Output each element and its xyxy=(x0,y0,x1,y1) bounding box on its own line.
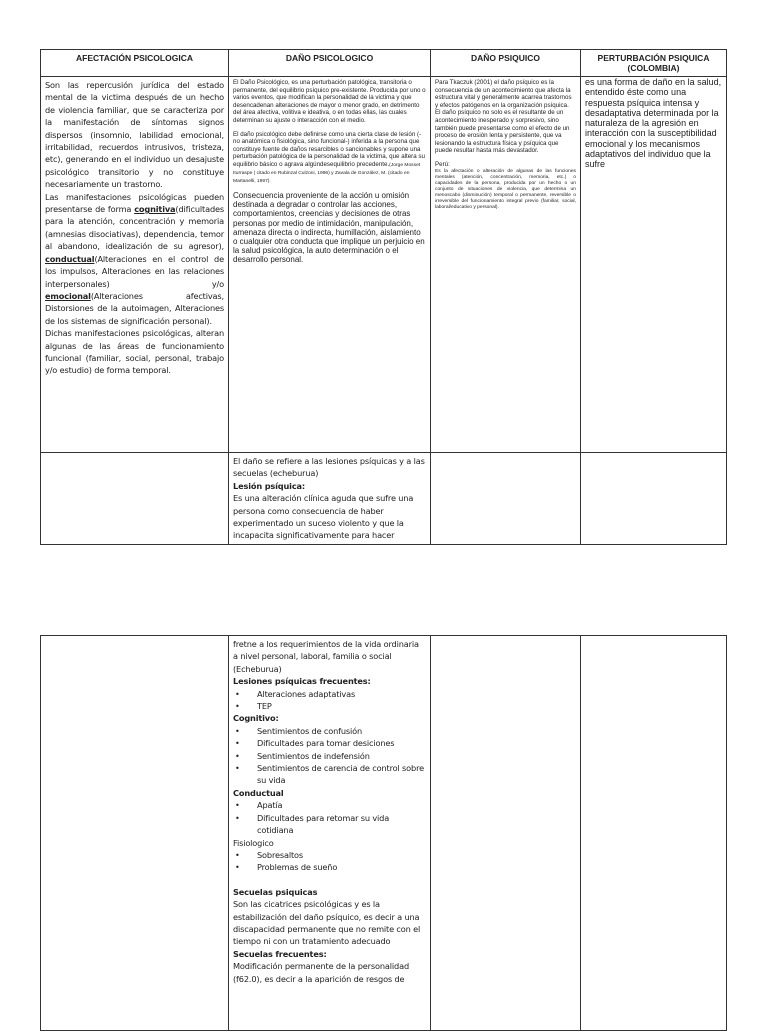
lesiones-label: Lesiones psíquicas frecuentes: xyxy=(233,676,371,687)
list-item: • TEP xyxy=(249,700,426,712)
cognitivo-label: Cognitivo: xyxy=(233,713,279,724)
dano-psicologico-cell xyxy=(229,77,431,453)
afectacion-p2 xyxy=(45,191,224,327)
afectacion-p3: Dichas manifestaciones psicológicas, alteran algunas de las áreas de funcionamiento funcional (familiar, social, personal, trabajo y/o estudio) de forma temporal. xyxy=(45,328,224,376)
continuation-text: fretne a los requerimientos de la vida ordinaria a nivel personal, laboral, familia o social (Echeburua) xyxy=(233,639,419,674)
empty-cell xyxy=(41,453,229,545)
fisiologico-list xyxy=(233,849,426,874)
list-item: • Sentimientos de confusión xyxy=(249,725,426,737)
dano-psiquico-p1: Para Tkaczuk (2001) el daño psíquico es la consecuencia de un acontecimiento que afecta la estructura vital y generalmente acarrea trastornos y efectos patógenos en la organización psíquica. El daño psíquico no solo es el resultante de un acontecimiento inesperado y sorpresivo, sino también puede presentarse como el efecto de un proceso de erosión lenta y persistente, que va lesionando la estructura física y psíquica que puede resultar hasta más devastador. xyxy=(435,79,572,155)
empty-cell xyxy=(431,453,581,545)
text-span: (Alteraciones afectivas, Distorsiones de la autoimagen, Alteraciones de los sistemas de significación personal). xyxy=(45,290,224,326)
dano-psicologico-p2 xyxy=(233,131,426,185)
list-item: • Apatía xyxy=(249,799,426,811)
text-span: (dificultades para la atención, concentración y memoria (amnesias disociativas), dependencia, temor al abandono, idealización de su agresor), xyxy=(45,204,224,252)
cognitiva-term: cognitiva xyxy=(134,204,176,215)
dano-psicologico-p3: Consecuencia proveniente de la acción u omisión destinada a degradar o controlar las acciones, comportamientos, creencias y decisiones de otras personas por medio de intimidación, manipulación, amenaza directa o indirecta, humillación, aislamiento o cualquier otra conducta que implique un perjuicio en la salud psicológica, la auto determinación o el desarrollo personal. xyxy=(233,190,425,265)
header-perturbacion: PERTURBACIÓN PSIQUICA (COLOMBIA) xyxy=(581,50,727,77)
header-row xyxy=(41,50,727,77)
header-dano-psicologico: DAÑO PSICOLOGICO xyxy=(229,50,431,77)
comparison-table xyxy=(40,49,727,545)
header-dano-psiquico: DAÑO PSIQUICO xyxy=(431,50,581,77)
header-afectacion: AFECTACIÓN PSICOLOGICA xyxy=(41,50,229,77)
text-span: El daño psicológico debe definirse como una cierta clase de lesión (-no anatómica o fisiológica, sino funcional-) inferida a la persona que constituye fuente de daños resarcibles o sancionables y supone una perturbación patológica de la personalidad de la victima, que altera su equilibrio básico o agrava algúndesequilibrio precedente. xyxy=(233,130,425,168)
conductual-term: conductual xyxy=(45,253,95,264)
table-row xyxy=(41,636,727,1031)
secuelas-frecuentes-text: Modificación permanente de la personalidad (f62.0), es decir a la aparición de resgos de xyxy=(233,961,409,984)
text-span: (Alteraciones en el control de los impulsos, Alteraciones en las relaciones interpersonales) y/o xyxy=(45,253,224,289)
secuelas-frecuentes-label: Secuelas frecuentes: xyxy=(233,948,327,959)
dano-intro: El daño se refiere a las lesiones psíquicas y a las secuelas (echeburua) xyxy=(233,456,425,479)
secuelas-text: Son las cicatrices psicológicas y es la estabilización del daño psíquico, es decir a una discapacidad permanente que no remite con el tiempo ni con un tratamiento adecuado xyxy=(233,899,421,947)
secuelas-label: Secuelas psiquicas xyxy=(233,886,318,897)
peru-label: Perú: xyxy=(435,160,450,168)
list-item: • Sentimientos de carencia de control sobre su vida xyxy=(249,762,426,787)
list-item: • Alteraciones adaptativas xyxy=(249,688,426,700)
list-item: • Dificultades para tomar desiciones xyxy=(249,737,426,749)
table-row xyxy=(41,453,727,545)
spacer xyxy=(233,874,426,886)
empty-cell xyxy=(581,636,727,1031)
list-item: • Sobresaltos xyxy=(249,849,426,861)
empty-cell xyxy=(41,636,229,1031)
lesion-text: Es una alteración clínica aguda que sufre una persona como consecuencia de haber experimentado un suceso violento y que la incapacita significativamente para hacer xyxy=(233,493,414,541)
dano-psiquico-cell xyxy=(431,77,581,453)
cognitivo-list xyxy=(233,725,426,787)
list-item: • Dificultades para retomar su vida cotidiana xyxy=(249,812,426,837)
afectacion-p1: Son las repercusión jurídica del estado mental de la victima después de un hecho de violencia familiar, que se caracteriza por la manifestación de síntomas signos dispersos (insomnio, labilidad emocional, irritabilidad, recuerdos intrusivos, tristeza, etc), generando en el individuo un desajuste psicológico transitorio y no constituye necesariamente un trastorno. xyxy=(45,80,224,190)
list-item: • Sentimientos de indefensión xyxy=(249,750,426,762)
lesiones-list xyxy=(233,688,426,713)
empty-cell xyxy=(581,453,727,545)
perturbacion-cell: es una forma de daño en la salud, entendido éste como una respuesta psíquica intensa y desadaptativa determinada por la naturaleza de la agresión en interacción con la susceptibilidad emocional y los mecanismos adaptativos del individuo que la sufre xyxy=(581,77,727,453)
dano-psicologico-p1: El Daño Psicológico, es una perturbación patológica, transitoria o permanente, del equilibrio psíquico pre-existente. Producida por uno o varios eventos, que modifican la personalidad de la victima y que desencadenan alteraciones de mayor o menor grado, en detrimento del área afectiva, volitiva e ideativa, o en todas ellas, las cuales determinan su ajuste o interacción con el medio. xyxy=(233,79,426,124)
empty-cell xyxy=(431,636,581,1031)
emocional-term: emocional xyxy=(45,290,91,301)
peru-text: Es la afectación o alteración de algunas de las funciones mentales (atención, concentración, memoria, etc.) o capacidades de la persona, producida por un hecho o un conjunto de situaciones de violencia, que determina un menoscabo (disminución) temporal o permanente, reversible o irreversible del funcionamiento integral previo (familiar, social, laboral/educativo y personal). xyxy=(435,168,576,210)
conductual-list xyxy=(233,799,426,836)
lesion-label: Lesión psíquica: xyxy=(233,480,306,491)
fisiologico-label: Fisiologico xyxy=(233,837,274,848)
dano-lesion-cell xyxy=(229,453,431,545)
comparison-table-continued xyxy=(40,635,727,1031)
conductual-label: Conductual xyxy=(233,787,284,798)
table-row xyxy=(41,77,727,453)
list-item: • Problemas de sueño xyxy=(249,861,426,873)
text-span: Las manifestaciones psicológicas pueden presentarse de forma xyxy=(45,191,224,215)
afectacion-cell xyxy=(41,77,229,453)
lesiones-secuelas-cell xyxy=(229,636,431,1031)
citation: (Jorge Mosset Iturraspe ( citado en Rubinzal Culzoni, 1996) y Zavala de González, M. (citado en Martanelli, 1997). xyxy=(233,162,421,184)
